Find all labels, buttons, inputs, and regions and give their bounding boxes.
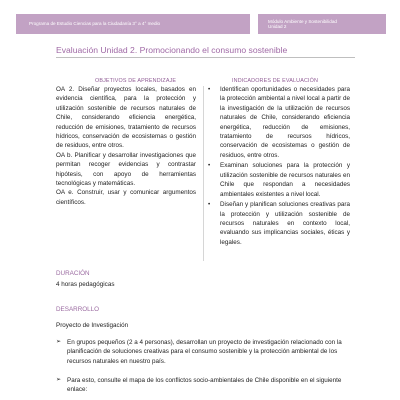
bullet-icon: • xyxy=(208,86,211,93)
indicators-list xyxy=(208,85,350,247)
indicator-item xyxy=(208,85,350,160)
header-module-bar xyxy=(258,14,386,34)
duracion-text: 4 horas pedagógicas xyxy=(56,281,115,288)
desarrollo-item xyxy=(56,376,356,395)
header-unit-text: Unidad 2 xyxy=(268,24,287,30)
desarrollo-item-text: Para esto, consulte el mapa de los conflictos socio-ambientales de Chile disponible en el siguiente enlace: xyxy=(67,377,342,394)
arrow-bullet-icon: ➢ xyxy=(56,377,62,383)
objective-oab: OA b. Planificar y desarrollar investigaciones que permitan recoger evidencias y contrastar hipótesis, con apoyo de herramientas tecnológicas y matemáticas. xyxy=(56,151,196,188)
indicator-item xyxy=(208,161,350,199)
bullet-icon: • xyxy=(208,201,211,209)
indicator-text: Identifican oportunidades o necesidades para la protección ambiental a nivel local a partir de la investigación de la utilización de recursos naturales de Chile, considerando eficiencia energética, reducción de emisiones, tratamiento de recursos hídricos, conservación de ecosistemas o gestión de residuos, entre otros. xyxy=(220,86,350,159)
page-title: Evaluación Unidad 2. Promocionando el consumo sostenible xyxy=(56,45,288,55)
header-module-text: Módulo Ambiente y Sostenibilidad xyxy=(268,18,337,24)
column-divider xyxy=(203,86,204,261)
objectives-header: OBJETIVOS DE APRENDIZAJE xyxy=(95,78,177,84)
title-divider xyxy=(56,57,355,58)
desarrollo-heading: DESARROLLO xyxy=(56,306,100,313)
desarrollo-item xyxy=(56,338,356,366)
duracion-heading: DURACIÓN xyxy=(56,270,90,277)
objective-oae: OA e. Construir, usar y comunicar argumentos científicos. xyxy=(56,189,196,206)
indicator-item xyxy=(208,200,350,247)
objective-oa2: OA 2. Diseñar proyectos locales, basados en evidencia científica, para la protección y utilización sostenible de recursos naturales de Chile, considerando eficiencia energética, reducción de emisiones, tratamiento de recursos hídricos, conservación de ecosistemas o gestión de residuos, entre otros. xyxy=(56,86,196,150)
indicators-column xyxy=(208,85,350,248)
indicator-text: Diseñan y planifican soluciones creativas para la protección y utilización sostenible de recursos naturales en contexto local, evaluando sus implicancias sociales, éticas y legales. xyxy=(220,201,350,246)
indicator-text: Examinan soluciones para la protección y utilización sostenible de recursos naturales en Chile que respondan a necesidades ambientales existentes a nivel local. xyxy=(220,162,350,198)
desarrollo-subheading: Proyecto de Investigación xyxy=(56,322,129,329)
desarrollo-item-text: En grupos pequeños (2 a 4 personas), desarrollan un proyecto de investigación relacionado con la planificación de soluciones creativas para el consumo sostenible y la protección ambiental de los recursos naturales en nuestro país. xyxy=(67,339,342,365)
header-program-bar xyxy=(16,14,250,34)
arrow-bullet-icon: ➢ xyxy=(56,339,62,345)
objectives-column xyxy=(56,85,196,207)
header-program-text: Programa de Estudio Ciencias para la Ciudadanía 3° a 4° medio xyxy=(29,21,161,26)
bullet-icon: • xyxy=(208,162,211,170)
indicators-header: INDICADORES DE EVALUACIÓN xyxy=(232,78,319,84)
